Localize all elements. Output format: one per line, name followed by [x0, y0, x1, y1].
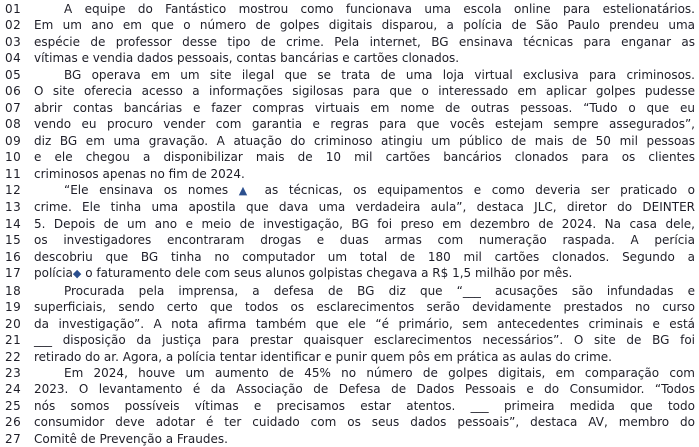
line-text: vendo eu procuro vender com garantia e regras para que vocês estejam sempre assegurados”,	[34, 117, 695, 132]
line-text: 5. Depois de um ano e meio de investigação, BG foi preso em dezembro de 2024. Na casa dele,	[34, 216, 695, 231]
text-line	[5, 182, 695, 199]
line-text: e ele chegou a disponibilizar mais de 10 mil cartões bancários clonados para os clientes	[34, 150, 695, 165]
text-line	[5, 349, 695, 365]
line-text: polícia◆ o faturamento dele com seus alunos golpistas chegava a R$ 1,5 milhão por mês.	[34, 266, 573, 281]
text-line	[5, 232, 695, 248]
line-text: diz BG em uma gravação. A atuação do criminoso atingiu um público de mais de 50 mil pessoas	[34, 133, 695, 148]
line-number: 16	[5, 249, 22, 264]
line-text: ___ disposição da justiça para prestar quaisquer esclarecimentos necessários”. O site de BG foi	[34, 333, 695, 348]
text-line	[5, 299, 695, 315]
line-number: 08	[5, 117, 22, 132]
line-text: espécie de professor desse tipo de crime. Pela internet, BG ensinava técnicas para enganar as	[34, 34, 695, 49]
diamond-icon: ◆	[72, 267, 82, 281]
text-line	[5, 149, 695, 165]
line-number: 15	[5, 233, 22, 248]
text-line	[5, 17, 695, 33]
line-number: 24	[5, 382, 22, 397]
line-text: superficiais, sendo certo que todos os esclarecimentos serão devidamente prestados no curso	[34, 300, 695, 315]
text-line	[5, 265, 695, 282]
line-text: descobriu que BG tinha no computador um total de 180 mil cartões clonados. Segundo a	[34, 249, 695, 264]
text-line	[5, 414, 695, 430]
line-number: 23	[5, 365, 22, 380]
line-text: BG operava em um site ilegal que se trata de uma loja virtual exclusiva para criminosos.	[64, 67, 695, 82]
text-line	[5, 398, 695, 414]
line-text: Em um ano em que o número de golpes digitais disparou, a polícia de São Paulo prendeu uma	[34, 18, 695, 33]
line-text: Comitê de Prevenção a Fraudes.	[34, 431, 228, 446]
line-text: da investigação”. A nota afirma também que ele “é primário, sem antecedentes criminais e está	[34, 316, 695, 331]
text-line	[5, 50, 695, 66]
text-line	[5, 83, 695, 99]
line-number: 06	[5, 84, 22, 99]
line-number: 19	[5, 300, 22, 315]
line-number: 01	[5, 2, 22, 16]
line-text: “Ele ensinava os nomes ▲ as técnicas, os equipamentos e como deveria ser praticado o	[64, 182, 695, 197]
line-number: 17	[5, 266, 22, 281]
line-text: os investigadores encontraram drogas e duas armas com numeração raspada. A perícia	[34, 233, 695, 248]
line-text: 2023. O levantamento é da Associação de Defesa de Dados Pessoais e do Consumidor. “Todos	[34, 382, 695, 397]
line-number: 20	[5, 316, 22, 331]
line-text: Procurada pela imprensa, a defesa de BG diz que “___ acusações são infundadas e	[64, 283, 695, 298]
line-number: 04	[5, 51, 22, 66]
text-line	[5, 133, 695, 149]
line-text: nós somos possíveis vítimas e precisamos estar atentos. ___ primeira medida que todo	[34, 398, 695, 413]
line-number: 02	[5, 18, 22, 33]
text-line	[5, 34, 695, 50]
line-number: 09	[5, 133, 22, 148]
line-number: 25	[5, 398, 22, 413]
document-text	[5, 1, 695, 447]
text-line	[5, 332, 695, 348]
text-line	[5, 199, 695, 215]
line-text: consumidor deve adotar é ter cuidado com os seus dados pessoais”, destaca AV, membro do	[34, 415, 695, 430]
text-line	[5, 431, 695, 447]
line-number: 07	[5, 100, 22, 115]
line-number: 21	[5, 333, 22, 348]
line-text: Em 2024, houve um aumento de 45% no número de golpes digitais, em comparação com	[64, 365, 695, 380]
line-number: 11	[5, 166, 22, 181]
line-number: 22	[5, 349, 22, 364]
triangle-icon: ▲	[238, 183, 255, 197]
text-line	[5, 365, 695, 381]
text-line	[5, 1, 695, 17]
line-text: O site oferecia acesso a informações sigilosas para que o interessado em aplicar golpes pudesse	[34, 84, 695, 99]
line-number: 12	[5, 182, 22, 197]
line-number: 26	[5, 415, 22, 430]
line-number: 18	[5, 283, 22, 298]
text-line	[5, 100, 695, 116]
text-line	[5, 283, 695, 299]
text-line	[5, 249, 695, 265]
line-number: 13	[5, 200, 22, 215]
line-number: 10	[5, 150, 22, 165]
text-line	[5, 67, 695, 83]
text-line	[5, 316, 695, 332]
line-text: A equipe do Fantástico mostrou como funcionava uma escola online para estelionatários.	[64, 2, 695, 16]
text-line	[5, 381, 695, 397]
line-text: retirado do ar. Agora, a polícia tentar identificar e punir quem pôs em prática as aulas do crime.	[34, 349, 612, 364]
line-number: 03	[5, 34, 22, 49]
line-text: abrir contas bancárias e fazer compras virtuais em nome de outras pessoas. “Tudo o que eu	[34, 100, 695, 115]
line-number: 14	[5, 216, 22, 231]
text-line	[5, 216, 695, 232]
line-text: crime. Ele tinha uma apostila que dava uma verdadeira aula”, destaca JLC, diretor do DEINTER	[34, 200, 695, 215]
text-line	[5, 116, 695, 132]
line-number: 05	[5, 67, 22, 82]
line-text: criminosos apenas no fim de 2024.	[34, 166, 245, 181]
text-line	[5, 166, 695, 182]
line-text: vítimas e vendia dados pessoais, contas bancárias e cartões clonados.	[34, 51, 460, 66]
line-number: 27	[5, 431, 22, 446]
